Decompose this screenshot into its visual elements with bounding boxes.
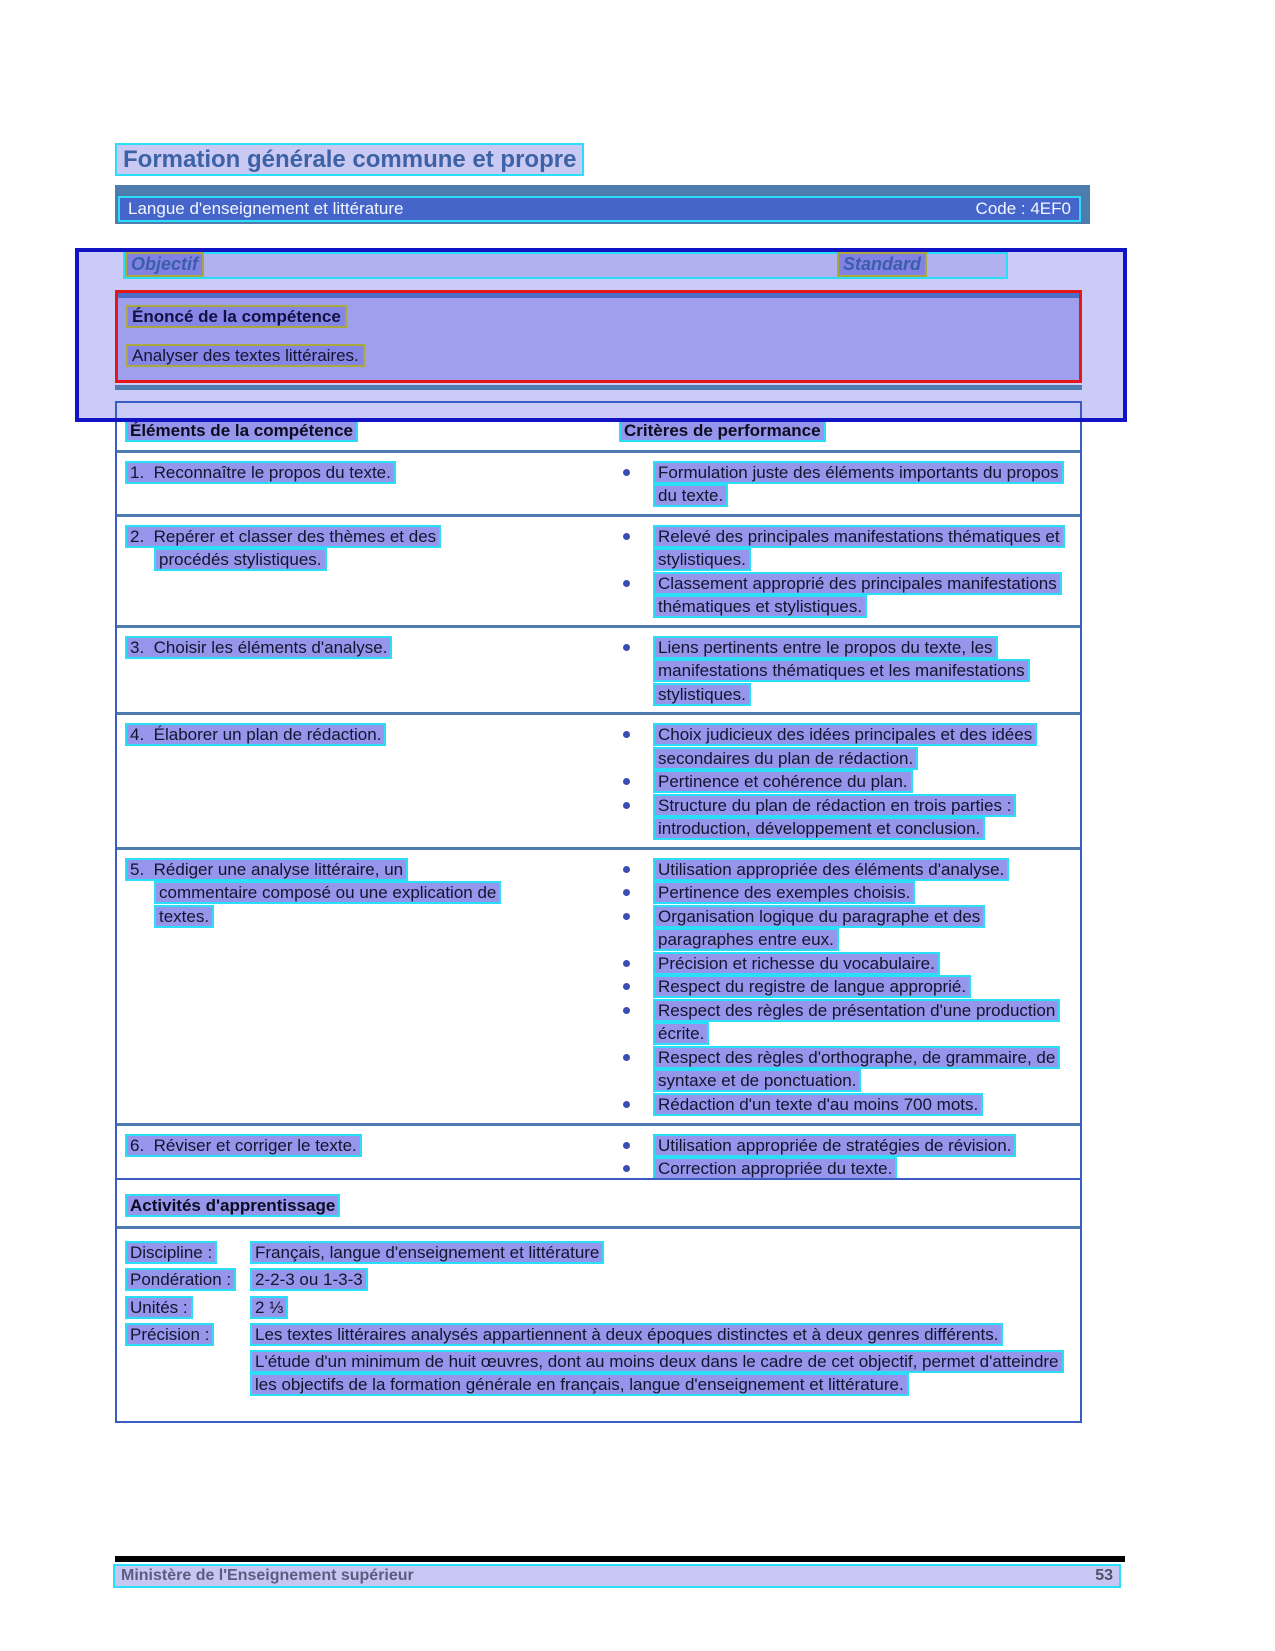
criteria-item: Rédaction d'un texte d'au moins 700 mots. <box>619 1093 1075 1117</box>
activites-row-discipline <box>125 1241 1072 1265</box>
ponderation-label: Pondération : <box>125 1268 236 1291</box>
bullet-icon <box>623 866 630 873</box>
bullet-icon <box>623 889 630 896</box>
criteria-cell <box>597 525 1080 619</box>
competence-table <box>115 401 1082 1189</box>
bullet-icon <box>623 983 630 990</box>
standard-heading: Standard <box>837 252 927 277</box>
element-text: 1. Reconnaître le propos du texte. <box>125 461 396 484</box>
col-header-elements: Éléments de la compétence <box>125 419 358 442</box>
table-row <box>117 453 1080 514</box>
table-row <box>117 1123 1080 1187</box>
criteria-item: Relevé des principales manifestations thématiques et stylistiques. <box>619 525 1075 572</box>
criteria-item: Liens pertinents entre le propos du texte, les manifestations thématiques et les manifestations stylistiques. <box>619 636 1075 707</box>
element-cell <box>117 525 597 619</box>
unites-label: Unités : <box>125 1296 193 1319</box>
table-row <box>117 625 1080 713</box>
page-title <box>115 146 584 174</box>
precision-label: Précision : <box>125 1323 214 1346</box>
criteria-item: Respect des règles d'orthographe, de grammaire, de syntaxe et de ponctuation. <box>619 1046 1075 1093</box>
activites-table <box>115 1178 1082 1423</box>
criteria-list <box>597 858 1080 1117</box>
activites-row-precision <box>125 1323 1072 1397</box>
element-cell <box>117 636 597 707</box>
course-label: Langue d'enseignement et littérature <box>128 199 404 218</box>
objectif-standard-bar <box>123 252 1008 279</box>
course-code: Code : 4EF0 <box>975 199 1071 218</box>
element-text: 2. Repérer et classer des thèmes et des procédés stylistiques. <box>125 525 441 572</box>
criteria-cell <box>597 461 1080 508</box>
element-text: 4. Élaborer un plan de rédaction. <box>125 723 386 746</box>
enonce-text: Analyser des textes littéraires. <box>126 344 365 367</box>
activites-body <box>117 1229 1080 1421</box>
criteria-item: Pertinence des exemples choisis. <box>619 881 1075 905</box>
enonce-heading: Énoncé de la compétence <box>126 305 347 328</box>
enonce-top-rule <box>118 293 1079 298</box>
activites-heading: Activités d'apprentissage <box>125 1194 340 1217</box>
header-bar <box>115 185 1090 224</box>
page-title-text: Formation générale commune et propre <box>115 143 584 176</box>
activites-row-ponderation <box>125 1268 1072 1292</box>
criteria-cell <box>597 636 1080 707</box>
criteria-item: Correction appropriée du texte. <box>619 1157 1075 1181</box>
bullet-icon <box>623 533 630 540</box>
criteria-list <box>597 636 1080 707</box>
unites-value: 2 ⅓ <box>250 1296 288 1319</box>
bullet-icon <box>623 913 630 920</box>
activites-header <box>117 1180 1080 1229</box>
bullet-icon <box>623 778 630 785</box>
precision-paragraph-2: L'étude d'un minimum de huit œuvres, dont au moins deux dans le cadre de cet objectif, permet d'atteindre les objectifs de la formation générale en français, langue d'enseignement et littérature. <box>250 1350 1064 1397</box>
element-cell <box>117 723 597 841</box>
bullet-icon <box>623 1101 630 1108</box>
footer-bar <box>113 1564 1121 1588</box>
bullet-icon <box>623 1007 630 1014</box>
precision-paragraph-1: Les textes littéraires analysés appartiennent à deux époques distinctes et à deux genres différents. <box>250 1323 1003 1346</box>
criteria-cell <box>597 723 1080 841</box>
table-row <box>117 847 1080 1123</box>
criteria-cell <box>597 858 1080 1117</box>
element-cell <box>117 461 597 508</box>
criteria-item: Structure du plan de rédaction en trois parties : introduction, développement et conclusion. <box>619 794 1075 841</box>
bullet-icon <box>623 469 630 476</box>
objectif-heading: Objectif <box>125 252 204 277</box>
criteria-item: Formulation juste des éléments importants du propos du texte. <box>619 461 1075 508</box>
criteria-list <box>597 1134 1080 1181</box>
ponderation-value: 2-2-3 ou 1-3-3 <box>250 1268 368 1291</box>
element-text: 6. Réviser et corriger le texte. <box>125 1134 362 1157</box>
bullet-icon <box>623 960 630 967</box>
element-text: 5. Rédiger une analyse littéraire, un commentaire composé ou une explication de textes. <box>125 858 501 928</box>
footer-ministry-text: Ministère de l'Enseignement supérieur <box>121 1567 414 1584</box>
bullet-icon <box>623 580 630 587</box>
bullet-icon <box>623 1165 630 1172</box>
criteria-item: Utilisation appropriée de stratégies de révision. <box>619 1134 1075 1158</box>
element-cell <box>117 1134 597 1181</box>
bullet-icon <box>623 1142 630 1149</box>
criteria-item: Respect du registre de langue approprié. <box>619 975 1075 999</box>
col-header-criteres: Critères de performance <box>619 419 826 442</box>
bullet-icon <box>623 802 630 809</box>
criteria-item: Pertinence et cohérence du plan. <box>619 770 1075 794</box>
criteria-item: Utilisation appropriée des éléments d'analyse. <box>619 858 1075 882</box>
criteria-list <box>597 525 1080 619</box>
bullet-icon <box>623 731 630 738</box>
enonce-box <box>115 290 1082 383</box>
competence-table-header <box>117 403 1080 453</box>
header-bar-highlight <box>118 196 1081 222</box>
bullet-icon <box>623 644 630 651</box>
section-divider-rule <box>115 385 1082 390</box>
criteria-item: Classement approprié des principales manifestations thématiques et stylistiques. <box>619 572 1075 619</box>
bullet-icon <box>623 1054 630 1061</box>
criteria-list <box>597 461 1080 508</box>
criteria-item: Respect des règles de présentation d'une production écrite. <box>619 999 1075 1046</box>
element-text: 3. Choisir les éléments d'analyse. <box>125 636 392 659</box>
element-cell <box>117 858 597 1117</box>
criteria-list <box>597 723 1080 841</box>
discipline-label: Discipline : <box>125 1241 217 1264</box>
table-row <box>117 514 1080 625</box>
criteria-item: Précision et richesse du vocabulaire. <box>619 952 1075 976</box>
criteria-cell <box>597 1134 1080 1181</box>
footer-rule <box>115 1556 1125 1562</box>
criteria-item: Choix judicieux des idées principales et des idées secondaires du plan de rédaction. <box>619 723 1075 770</box>
activites-row-unites <box>125 1296 1072 1320</box>
table-row <box>117 712 1080 847</box>
criteria-item: Organisation logique du paragraphe et des paragraphes entre eux. <box>619 905 1075 952</box>
page-number: 53 <box>1095 1567 1113 1584</box>
discipline-value: Français, langue d'enseignement et littérature <box>250 1241 604 1264</box>
